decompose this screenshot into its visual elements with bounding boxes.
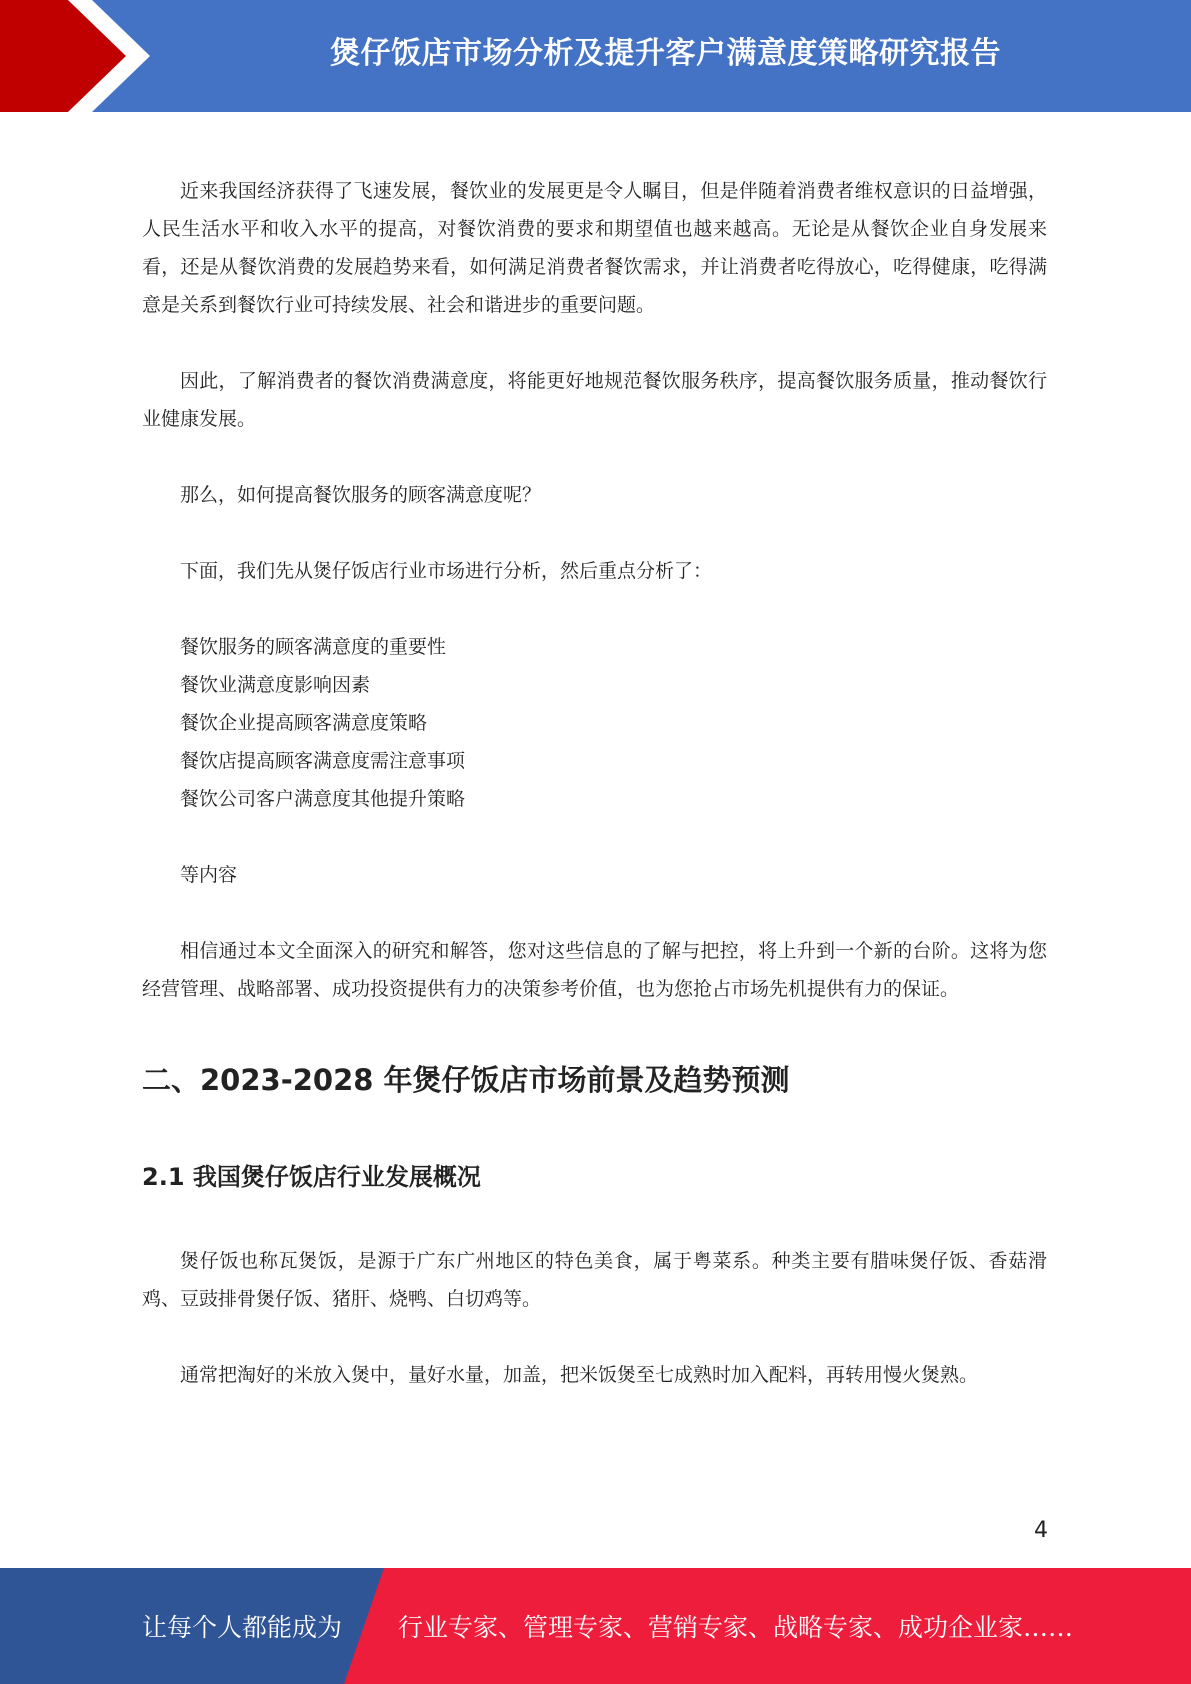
paragraph-definition: 煲仔饭也称瓦煲饭，是源于广东广州地区的特色美食，属于粤菜系。种类主要有腊味煲仔饭、香菇滑鸡、豆豉排骨煲仔饭、猪肝、烧鸭、白切鸡等。: [142, 1250, 1047, 1310]
main-content: [142, 172, 1047, 1432]
list-item: 餐饮服务的顾客满意度的重要性: [180, 636, 447, 658]
paragraph-intro: 近来我国经济获得了飞速发展，餐饮业的发展更是令人瞩目，但是伴随着消费者维权意识的日益增强，人民生活水平和收入水平的提高，对餐饮消费的要求和期望值也越来越高。无论是从餐饮企业自身发展来看，还是从餐饮消费的发展趋势来看，如何满足消费者餐饮需求，并让消费者吃得放心，吃得健康，吃得满意是关系到餐饮行业可持续发展、社会和谐进步的重要问题。: [142, 180, 1047, 316]
list-item: 餐饮公司客户满意度其他提升策略: [180, 788, 466, 810]
paragraph-analysis-intro: 下面，我们先从煲仔饭店行业市场进行分析，然后重点分析了：: [180, 560, 713, 582]
paragraph-conclusion: 相信通过本文全面深入的研究和解答，您对这些信息的了解与把控，将上升到一个新的台阶。这将为您经营管理、战略部署、成功投资提供有力的决策参考价值，也为您抢占市场先机提供有力的保证。: [142, 940, 1047, 1000]
subsection-heading: 2.1 我国煲仔饭店行业发展概况: [142, 1163, 481, 1191]
list-item: 餐饮业满意度影响因素: [180, 674, 371, 696]
topic-list: [142, 628, 1047, 818]
paragraph-method: 通常把淘好的米放入煲中，量好水量，加盖，把米饭煲至七成熟时加入配料，再转用慢火煲熟。: [180, 1364, 979, 1386]
footer-slogan-right: 行业专家、管理专家、营销专家、战略专家、成功企业家……: [398, 1613, 1074, 1642]
list-item: 餐饮企业提高顾客满意度策略: [180, 712, 428, 734]
paragraph-therefore: 因此，了解消费者的餐饮消费满意度，将能更好地规范餐饮服务秩序，提高餐饮服务质量，推动餐饮行业健康发展。: [142, 370, 1047, 430]
page-number: 4: [1034, 1518, 1048, 1543]
paragraph-etc: 等内容: [180, 864, 238, 886]
footer-banner: [0, 1568, 1191, 1684]
section-heading: 二、2023-2028 年煲仔饭店市场前景及趋势预测: [142, 1063, 790, 1097]
footer-slogan-left: 让每个人都能成为: [142, 1613, 343, 1642]
header-banner: [0, 0, 1191, 112]
list-item: 餐饮店提高顾客满意度需注意事项: [180, 750, 466, 772]
paragraph-question: 那么，如何提高餐饮服务的顾客满意度呢？: [180, 484, 542, 506]
header-title: 煲仔饭店市场分析及提升客户满意度策略研究报告: [330, 36, 1001, 71]
